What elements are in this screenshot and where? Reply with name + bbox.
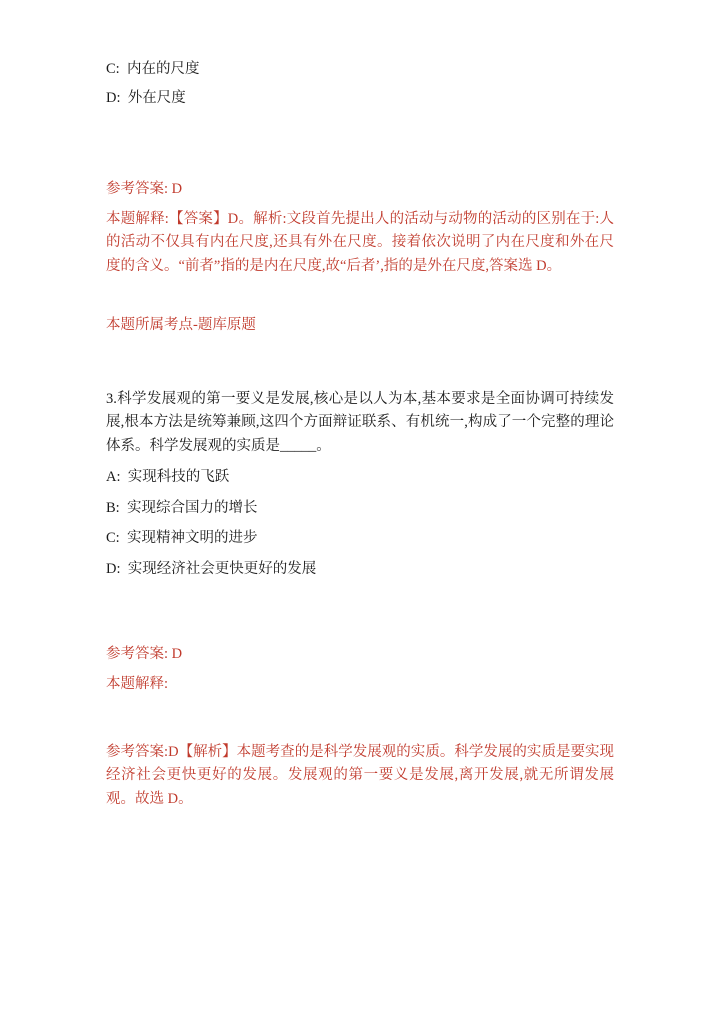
reference-answer-3: 参考答案: D: [106, 646, 183, 663]
explanation-1-label: 本题解释:: [106, 211, 169, 227]
question-3-stem: 3.科学发展观的第一要义是发展,核心是以人为本,基本要求是全面协调可持续发展,根本方法是统筹兼顾,这四个方面辩证联系、有机统一,构成了一个完整的理论体系。科学发展观的实质是_____。: [106, 390, 614, 454]
explanation-1-text: 【答案】D。解析:文段首先提出人的活动与动物的活动的区别在于:人的活动不仅具有内在尺度,还具有外在尺度。接着依次说明了内在尺度和外在尺度的含义。“前者”指的是内在尺度,故“后者’,指的是外在尺度,答案选 D。: [106, 211, 615, 274]
source-note-1: 本题所属考点-题库原题: [106, 317, 256, 334]
question-3-options: [106, 470, 614, 576]
option-b: B: 实现综合国力的增长: [106, 499, 258, 516]
document-content: [106, 62, 614, 811]
option-c: C: 实现精神文明的进步: [106, 530, 258, 547]
option-d-top: D: 外在尺度: [106, 89, 186, 106]
explanation-3-text: 参考答案:D【解析】本题考查的是科学发展观的实质。科学发展的实质是要实现经济社会更快更好的发展。发展观的第一要义是发展,离开发展,就无所谓发展观。故选 D。: [106, 743, 614, 807]
explanation-3-label: 本题解释:: [106, 676, 169, 693]
reference-answer-1: 参考答案: D: [106, 181, 183, 197]
option-c-top: C: 内在的尺度: [106, 61, 200, 77]
option-d: D: 实现经济社会更快更好的发展: [106, 560, 317, 577]
explanation-1: [106, 208, 614, 278]
option-a: A: 实现科技的飞跃: [106, 469, 230, 486]
